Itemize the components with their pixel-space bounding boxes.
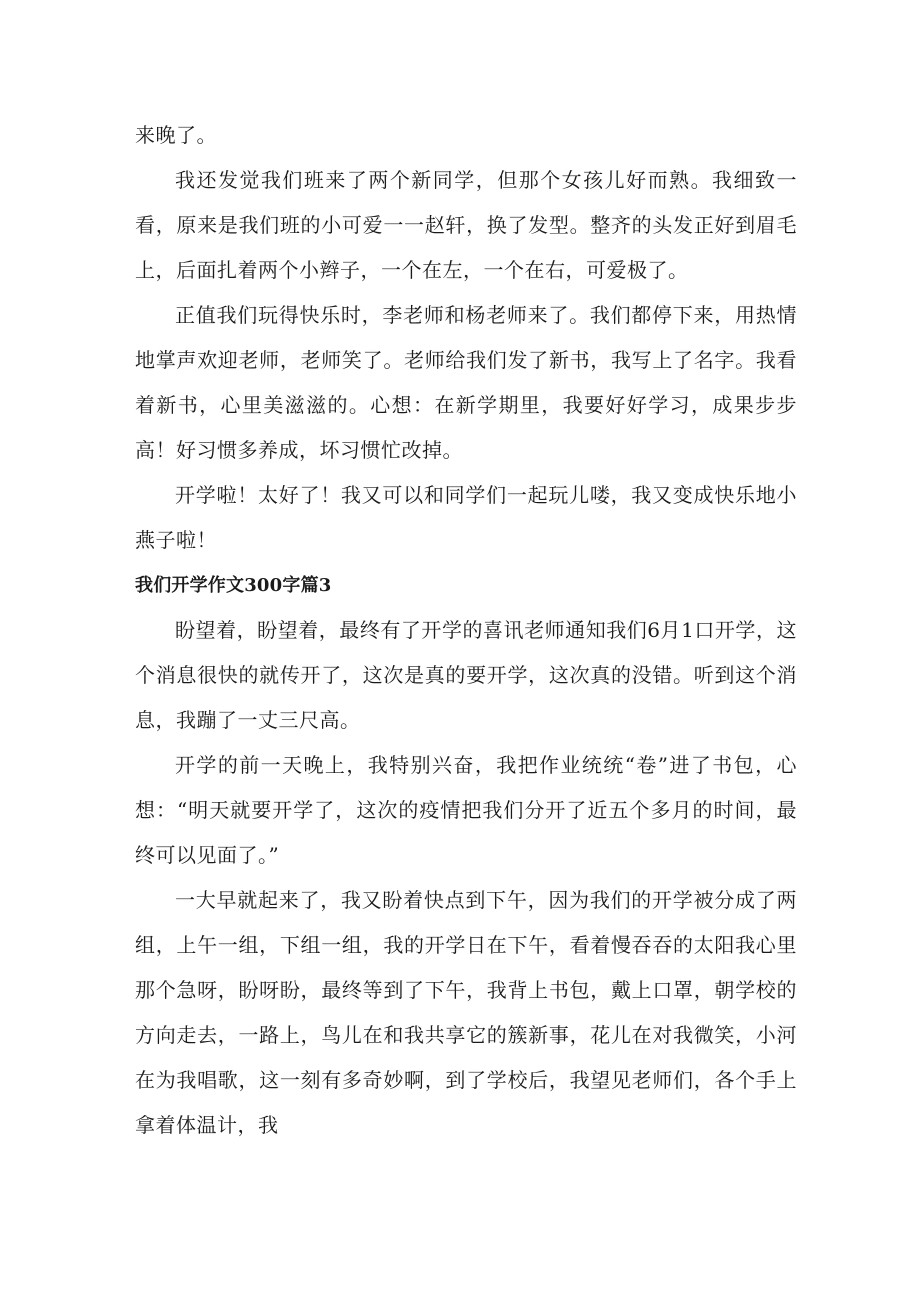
paragraph-teachers-arrive: 正值我们玩得快乐时，李老师和杨老师来了。我们都停下来，用热情地掌声欢迎老师，老师笑了。老师给我们发了新书，我写上了名字。我看着新书，心里美滋滋的。心想：在新学期里，我要好好学习，成果步步高！好习惯多养成，坏习惯忙改掉。 — [135, 303, 797, 462]
section-heading: 我们开学作文300字篇3 — [135, 575, 332, 596]
paragraph-school-starts: 开学啦！太好了！我又可以和同学们一起玩儿喽，我又变成快乐地小燕子啦！ — [135, 483, 797, 552]
paragraph-night-before: 开学的前一天晚上，我特别兴奋，我把作业统统“卷”进了书包，心想：“明天就要开学了，这次的疫情把我们分开了近五个多月的时间，最终可以见面了。” — [135, 753, 797, 867]
paragraph-new-classmates: 我还发觉我们班来了两个新同学，但那个女孩儿好而熟。我细致一看，原来是我们班的小可爱一一赵轩，换了发型。整齐的头发正好到眉毛上，后面扎着两个小辫子，一个在左，一个在右，可爱极了。 — [135, 168, 797, 282]
document-page — [135, 113, 797, 1148]
paragraph-continuation: 来晚了。 — [135, 123, 217, 147]
paragraph-morning: 一大早就起来了，我又盼着快点到下午，因为我们的开学被分成了两组，上午一组，下组一组，我的开学日在下午，看着慢吞吞的太阳我心里那个急呀，盼呀盼，最终等到了下午，我背上书包，戴上口罩，朝学校的方向走去，一路上，鸟儿在和我共享它的簇新事，花儿在对我微笑，小河在为我唱歌，这一刻有多奇妙啊，到了学校后，我望见老师们，各个手上拿着体温计，我 — [135, 888, 797, 1137]
paragraph-waiting: 盼望着，盼望着，最终有了开学的喜讯老师通知我们6月1口开学，这个消息很快的就传开了，这次是真的要开学，这次真的没错。听到这个消息，我蹦了一丈三尺高。 — [135, 618, 797, 732]
